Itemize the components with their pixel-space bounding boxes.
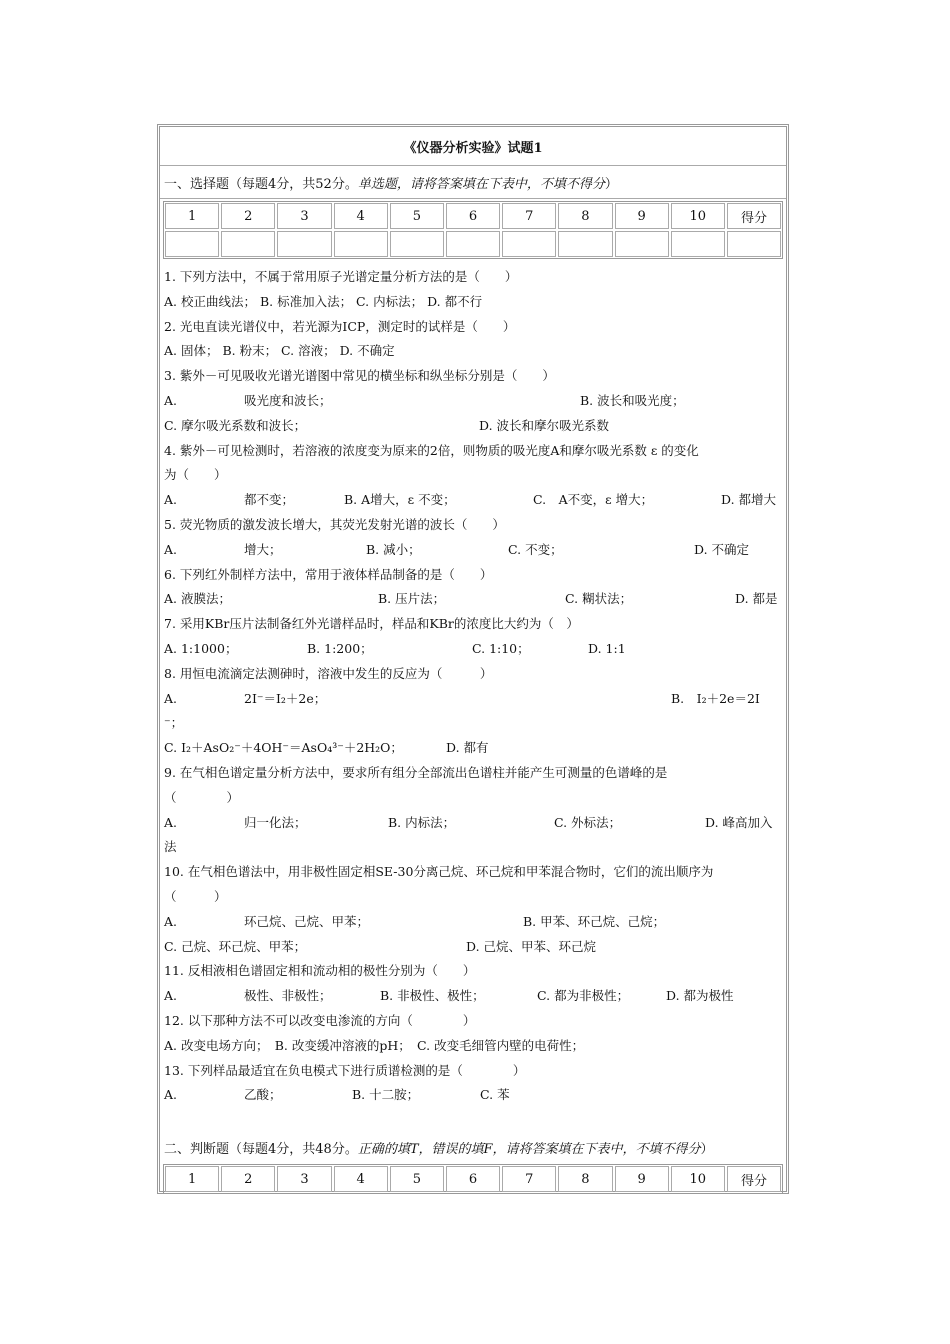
question-3-options-ab [164,389,783,414]
answer-cell[interactable] [671,231,725,257]
grid-header-cell: 8 [558,1166,612,1192]
question-6: 6. 下列红外制样方法中，常用于液体样品制备的是（ ） [164,566,493,582]
question-11-options [164,984,783,1009]
answer-grid-1-header-row [164,202,782,230]
answer-cell[interactable] [615,231,669,257]
grid-header-cell: 7 [502,203,556,229]
option-d: D. 1:1 [588,640,626,656]
question-8: 8. 用恒电流滴定法测砷时，溶液中发生的反应为（ ） [164,665,493,681]
option-b: B. 十二胺； [352,1087,420,1103]
grid-header-cell: 2 [221,203,275,229]
grid-header-cell: 10 [671,1166,725,1192]
option-c: C. 都为非极性； [537,988,630,1004]
question-9-options [164,811,783,836]
option-d: D. 不确定 [694,541,750,557]
option-c: C. 苯 [480,1087,510,1103]
exam-title: 《仪器分析实验》试题1 [160,127,786,166]
option-b: B. 非极性、极性； [380,988,485,1004]
option-b: B. 波长和吸光度； [580,392,685,408]
section-1-heading [160,166,786,199]
option-d: D. 都是 [735,591,778,607]
option-a-text: 增大； [244,541,282,557]
grid-header-cell: 6 [446,1166,500,1192]
question-8-options-wrap: ⁻； [164,715,184,731]
grid-header-cell-score: 得分 [727,1166,781,1192]
option-c: C. 糊状法； [565,591,633,607]
question-10: 10. 在气相色谱法中，用非极性固定相SE-30分离己烷、环己烷和甲苯混合物时，它们的流出顺序为 [164,864,714,880]
option-a-text: 吸光度和波长； [244,392,332,408]
question-2-options: A. 固体； B. 粉末； C. 溶液； D. 不确定 [164,343,395,359]
spacer [164,1108,783,1132]
answer-cell[interactable] [277,231,331,257]
option-a: A. 1:1000； [164,640,238,656]
option-a: A. [164,988,178,1004]
answer-grid-1-answer-row [164,230,782,258]
option-c: C. 1:10； [472,640,530,656]
question-8-options-ab [164,687,783,712]
option-c: C. 己烷、环己烷、甲苯； [164,938,307,954]
question-3: 3. 紫外－可见吸收光谱光谱图中常见的横坐标和纵坐标分别是（ ） [164,368,555,384]
option-c: C. A不变，ε 增大； [533,492,654,508]
grid-header-cell: 3 [277,1166,331,1192]
grid-header-cell: 7 [502,1166,556,1192]
question-13: 13. 下列样品最适宜在负电模式下进行质谱检测的是（ ） [164,1062,526,1078]
question-12: 12. 以下那种方法不可以改变电渗流的方向（ ） [164,1012,476,1028]
option-d: D. 峰高加入 [705,814,773,830]
option-c: C. I₂＋AsO₂⁻＋4OH⁻＝AsO₄³⁻＋2H₂O； [164,740,403,756]
option-b: B. 内标法； [388,814,456,830]
answer-cell[interactable] [558,231,612,257]
question-6-options [164,587,783,612]
grid-header-cell: 5 [390,203,444,229]
grid-header-cell: 8 [558,203,612,229]
option-a-text: 乙酸； [244,1087,282,1103]
question-5: 5. 荧光物质的激发波长增大，其荧光发射光谱的波长（ ） [164,516,505,532]
grid-header-cell: 6 [446,203,500,229]
option-d: D. 都有 [446,740,489,756]
section-2-instruction: 正确的填T，错误的填F，请将答案填在下表中，不填不得分 [357,1141,701,1157]
option-a: A. [164,392,178,408]
grid-header-cell: 9 [615,203,669,229]
question-7: 7. 采用KBr压片法制备红外光谱样品时，样品和KBr的浓度比大约为（ ） [164,616,579,632]
grid-header-cell: 2 [221,1166,275,1192]
score-cell[interactable] [727,231,781,257]
option-d: D. 都为极性 [666,988,734,1004]
grid-header-cell-score: 得分 [727,203,781,229]
question-4: 4. 紫外－可见检测时，若溶液的浓度变为原来的2倍，则物质的吸光度A和摩尔吸光系数 ε 的变化 [164,442,699,458]
answer-cell[interactable] [502,231,556,257]
question-2: 2. 光电直读光谱仪中，若光源为ICP，测定时的试样是（ ） [164,318,516,334]
option-a-text: 都不变； [244,492,295,508]
option-a: A. [164,492,178,508]
question-4-cont: 为（ ） [164,467,227,483]
section-1-prefix: 一、选择题（每题4分，共52分。 [164,176,358,192]
answer-cell[interactable] [390,231,444,257]
grid-header-cell: 3 [277,203,331,229]
question-1-options: A. 校正曲线法； B. 标准加入法； C. 内标法； D. 都不行 [164,293,483,309]
question-7-options [164,637,783,662]
question-12-options: A. 改变电场方向； B. 改变缓冲溶液的pH； C. 改变毛细管内壁的电荷性； [164,1037,585,1053]
option-b: B. I₂＋2e＝2I [671,690,760,706]
answer-cell[interactable] [334,231,388,257]
grid-header-cell: 9 [615,1166,669,1192]
option-c: C. 外标法； [554,814,622,830]
section-2-heading [160,1132,786,1162]
option-a: A. 液膜法； [164,591,231,607]
question-10-cont: （ ） [164,888,227,904]
answer-grid-2-header-row [164,1165,782,1193]
option-a: A. [164,1087,178,1103]
option-b: B. 甲苯、环己烷、己烷； [523,913,666,929]
question-9-options-wrap: 法 [164,839,177,855]
option-a: A. [164,814,178,830]
grid-header-cell: 10 [671,203,725,229]
answer-grid-2 [163,1164,783,1194]
question-13-options [164,1083,783,1108]
option-b: B. A增大，ε 不变； [344,492,456,508]
question-9: 9. 在气相色谱定量分析方法中，要求所有组分全部流出色谱柱并能产生可测量的色谱峰的是 [164,764,668,780]
answer-cell[interactable] [165,231,219,257]
grid-header-cell: 5 [390,1166,444,1192]
section-1-suffix: ） [604,176,618,192]
option-a: A. [164,541,178,557]
grid-header-cell: 1 [165,203,219,229]
questions-body [160,261,786,1132]
option-c: C. 不变； [508,541,563,557]
grid-header-cell: 4 [334,1166,388,1192]
option-d: D. 波长和摩尔吸光系数 [479,417,610,433]
option-d: D. 己烷、甲苯、环己烷 [466,938,597,954]
answer-grid-1 [163,201,783,259]
question-1: 1. 下列方法中，不属于常用原子光谱定量分析方法的是（ ） [164,269,518,284]
option-a-text: 环己烷、己烷、甲苯； [244,913,370,929]
answer-cell[interactable] [221,231,275,257]
option-b: B. 减小； [366,541,421,557]
question-8-options-cd [164,736,783,761]
question-10-options-cd [164,935,783,960]
question-11: 11. 反相液相色谱固定相和流动相的极性分别为（ ） [164,963,476,979]
section-1-instruction: 单选题，请将答案填在下表中，不填不得分 [357,176,605,192]
option-c: C. 摩尔吸光系数和波长； [164,417,307,433]
option-a: A. [164,913,178,929]
grid-header-cell: 1 [165,1166,219,1192]
section-2-prefix: 二、判断题（每题4分，共48分。 [164,1141,358,1157]
answer-cell[interactable] [446,231,500,257]
exam-sheet [157,124,789,1194]
option-d: D. 都增大 [721,492,777,508]
option-b: B. 1:200； [307,640,373,656]
question-3-options-cd [164,414,783,439]
option-a-text: 极性、非极性； [244,988,332,1004]
question-5-options [164,538,783,563]
question-4-options [164,488,783,513]
question-10-options-ab [164,910,783,935]
option-b: B. 压片法； [378,591,446,607]
option-a-text: 2I⁻＝I₂＋2e； [244,690,327,706]
section-2-suffix: ） [700,1141,714,1157]
option-a-text: 归一化法； [244,814,307,830]
grid-header-cell: 4 [334,203,388,229]
question-9-cont: （ ） [164,789,240,805]
option-a: A. [164,690,178,706]
